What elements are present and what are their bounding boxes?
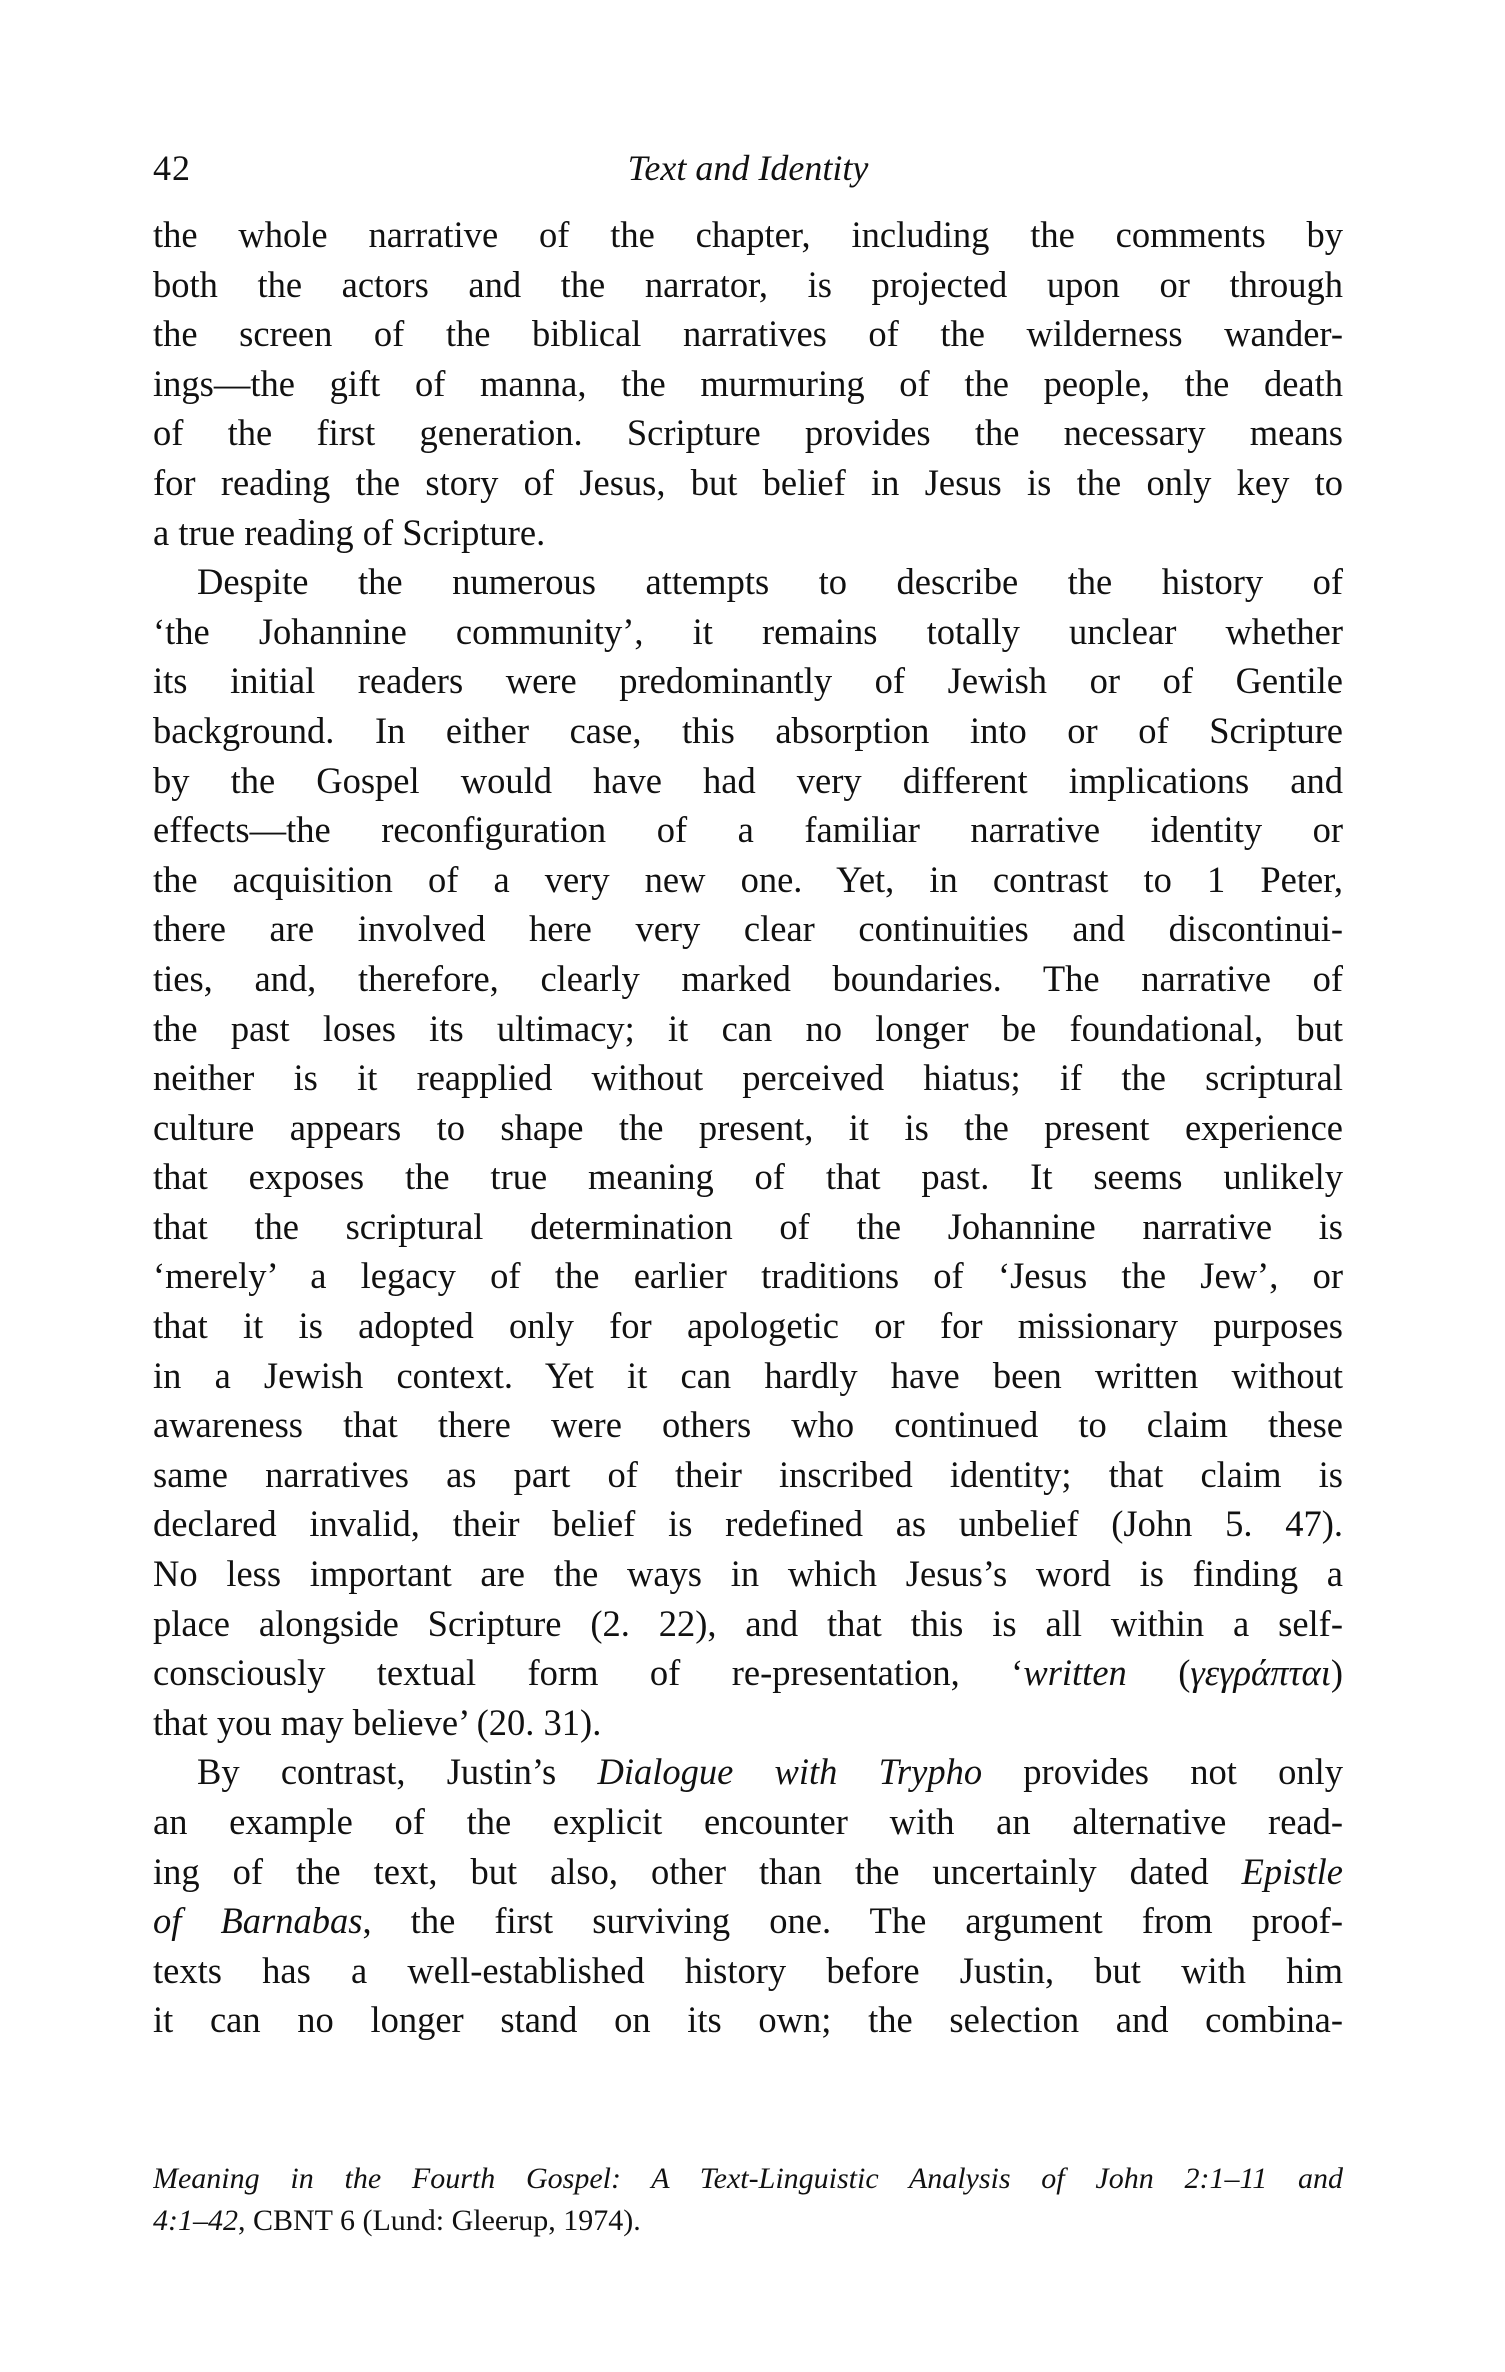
text-line: in a Jewish context. Yet it can hardly have been written without [153,1354,1343,1396]
text-line: awareness that there were others who continued to claim these [153,1404,1343,1446]
italic-title: Epistle [1241,1850,1343,1892]
text-run: ) [1330,1652,1343,1694]
text-line: ings—the gift of manna, the murmuring of the people, the death [153,362,1343,404]
footnote [153,2158,1343,2242]
text-line: culture appears to shape the present, it is the present experience [153,1106,1343,1148]
italic-run: written [1023,1652,1127,1694]
text-line: texts has a well-established history before Justin, but with him [153,1949,1343,1991]
text-line [153,1648,1343,1698]
text-run: ( [1126,1652,1191,1694]
text-line: there are involved here very clear continuities and discontinui- [153,908,1343,950]
text-line: an example of the explicit encounter with an alternative read- [153,1801,1343,1842]
text-line: the whole narrative of the chapter, including the comments by [153,214,1343,255]
text-line: its initial readers were predominantly of Jewish or of Gentile [153,660,1343,702]
text-line: a true reading of Scripture. [153,511,546,553]
text-line: of the first generation. Scripture provides the necessary means [153,412,1343,454]
text-line [153,1896,1343,1946]
text-line: for reading the story of Jesus, but belief in Jesus is the only key to [153,461,1343,503]
text-run: ing of the text, but also, other than the uncertainly dated [153,1850,1242,1892]
text-line: ‘merely’ a legacy of the earlier traditions of ‘Jesus the Jew’, or [153,1255,1343,1297]
italic-title: Dialogue with Trypho [597,1751,983,1793]
text-run: By contrast, Justin’s [197,1751,598,1793]
text-line: same narratives as part of their inscribed identity; that claim is [153,1453,1343,1495]
greek-word: γεγράπται [1190,1652,1331,1694]
text-line: the screen of the biblical narratives of the wilderness wander- [153,313,1343,355]
text-line: that exposes the true meaning of that past. It seems unlikely [153,1156,1343,1198]
text-line: that the scriptural determination of the Johannine narrative is [153,1205,1343,1247]
text-line: neither is it reapplied without perceived hiatus; if the scriptural [153,1057,1343,1099]
text-line: it can no longer stand on its own; the selection and combina- [153,1999,1343,2041]
text-line: ‘the Johannine community’, it remains totally unclear whether [153,610,1343,652]
text-run: provides not only [982,1751,1343,1793]
text-run: , CBNT 6 (Lund: Gleerup, 1974). [238,2204,641,2237]
text-line: place alongside Scripture (2. 22), and that this is all within a self- [153,1602,1343,1644]
text-line: declared invalid, their belief is redefined as unbelief (John 5. 47). [153,1503,1343,1545]
italic-run: 4:1–42 [153,2204,238,2237]
italic-title: Meaning in the Fourth Gospel: A Text-Linguistic Analysis of John 2:1–11 and [153,2162,1343,2195]
text-line: the acquisition of a very new one. Yet, in contrast to 1 Peter, [153,858,1343,900]
text-line: No less important are the ways in which Jesus’s word is finding a [153,1553,1343,1595]
text-line: by the Gospel would have had very different implications and [153,759,1343,801]
text-line: effects—the reconfiguration of a familiar narrative identity or [153,809,1343,851]
text-line: that you may believe’ (20. 31). [153,1701,602,1743]
running-head [153,138,1343,198]
body-text [153,210,1343,2045]
page-number: 42 [153,148,191,188]
italic-title: of Barnabas [153,1900,363,1942]
text-line: that it is adopted only for apologetic or for missionary purposes [153,1305,1343,1347]
text-line: both the actors and the narrator, is projected upon or through [153,263,1343,305]
text-line [153,1847,1343,1897]
footnote-line [153,2158,1343,2200]
text-run: consciously textual form of re-presentation, ‘ [153,1652,1024,1694]
text-line: the past loses its ultimacy; it can no longer be foundational, but [153,1007,1343,1049]
footnote-line [153,2200,1343,2242]
text-line: background. In either case, this absorption into or of Scripture [153,709,1343,751]
text-line: Despite the numerous attempts to describe the history of [197,561,1343,603]
text-run: , the first surviving one. The argument from proof- [362,1900,1343,1942]
text-line: ties, and, therefore, clearly marked boundaries. The narrative of [153,957,1343,999]
text-line [153,1747,1343,1797]
running-title: Text and Identity [627,148,869,188]
